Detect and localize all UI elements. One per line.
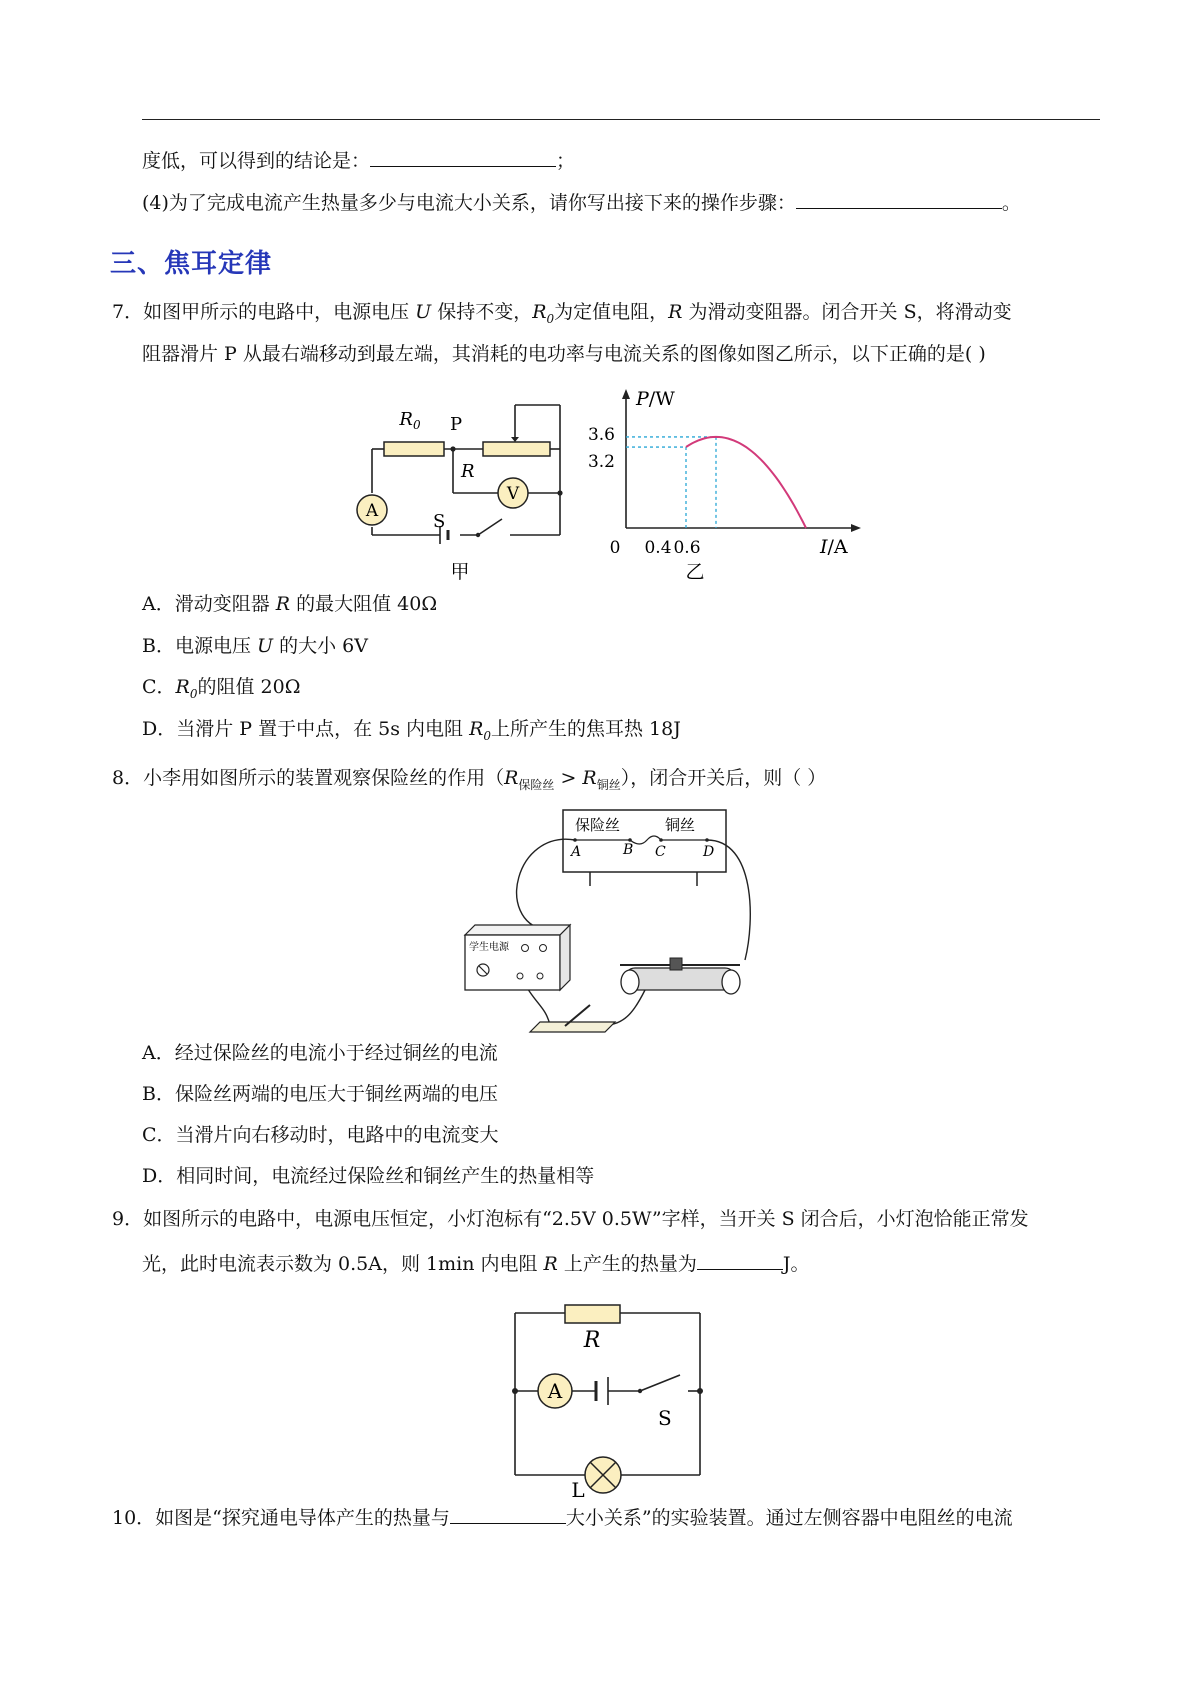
- switch-pivot: [638, 1389, 642, 1393]
- label-A: A: [547, 1379, 563, 1403]
- q6-step4-end: 。: [1001, 192, 1021, 214]
- point-D: D: [703, 844, 715, 860]
- q10-text: 大小关系”的实验装置。通过左侧容器中电阻丝的电流: [565, 1507, 1013, 1529]
- var-R0: R: [469, 718, 484, 740]
- fuse-label: 保险丝: [575, 816, 621, 834]
- var-U: U: [257, 635, 274, 657]
- var-R: R: [275, 593, 291, 615]
- junction-dot: [512, 1388, 518, 1394]
- rheostat-end: [621, 970, 639, 994]
- x-tick-0.6: 0.6: [673, 538, 701, 558]
- point-A: A: [571, 844, 582, 860]
- q8-line1: [112, 766, 826, 797]
- answer-blank: [796, 190, 1002, 209]
- y-axis-arrow: [622, 389, 630, 399]
- answer-blank: [370, 148, 556, 167]
- q9-line2: [142, 1251, 810, 1276]
- q10-line1: [112, 1505, 1013, 1530]
- var-R: R: [543, 1253, 558, 1275]
- var-R0-sub: 0: [483, 728, 492, 743]
- copper-label: 铜丝: [665, 816, 696, 834]
- terminal-c: [659, 838, 663, 842]
- q9-line1: 9．如图所示的电路中，电源电压恒定，小灯泡标有“2.5V 0.5W”字样，当开关 S 闭合后，小灯泡恰能正常发: [112, 1208, 1029, 1230]
- x-axis-arrow: [851, 524, 861, 532]
- option-text: 的阻值 20Ω: [197, 676, 301, 698]
- q7-option-c[interactable]: [142, 675, 300, 706]
- svg-text:R0: [398, 409, 421, 432]
- q7-text: 7．如图甲所示的电路中，电源电压: [112, 301, 416, 323]
- q8-option-d[interactable]: D．相同时间，电流经过保险丝和铜丝产生的热量相等: [142, 1165, 595, 1187]
- section-heading: 三、焦耳定律: [110, 249, 273, 279]
- var-R0: R: [532, 301, 547, 323]
- supply-terminal: [517, 973, 523, 979]
- q7-text: 为定值电阻，: [554, 301, 669, 323]
- origin-label: 0: [609, 538, 621, 558]
- point-B: B: [623, 842, 634, 858]
- q9-text: 光，此时电流表示数为 0.5A，则 1min 内电阻: [142, 1253, 544, 1275]
- option-text: 的大小 6V: [273, 635, 368, 657]
- q8-option-c[interactable]: C．当滑片向右移动时，电路中的电流变大: [142, 1124, 499, 1146]
- R-rheostat: [483, 442, 550, 456]
- option-text: A．滑动变阻器: [142, 593, 276, 615]
- var-R0-sub: 0: [546, 311, 555, 326]
- caption-yi: 乙: [685, 561, 705, 583]
- y-label-unit: /W: [648, 388, 675, 410]
- q10-text: 10．如图是“探究通电导体产生的热量与: [112, 1507, 450, 1529]
- q8-option-b[interactable]: B．保险丝两端的电压大于铜丝两端的电压: [142, 1083, 498, 1105]
- label-V: V: [506, 484, 520, 504]
- q7-text: 保持不变，: [431, 301, 533, 323]
- q6-step4-text: (4)为了完成电流产生热量多少与电流大小关系，请你写出接下来的操作步骤：: [142, 192, 796, 214]
- var-R: R: [668, 301, 683, 323]
- answer-blank: [450, 1505, 566, 1524]
- var-R-copper-sub: 铜丝: [596, 777, 621, 792]
- junction-dot: [557, 490, 562, 495]
- label-R0-sub: 0: [412, 418, 421, 432]
- resistor-R: [565, 1305, 620, 1323]
- header-rule: [142, 119, 1100, 120]
- supply-indicator: [522, 945, 529, 952]
- junction-dot: [697, 1388, 703, 1394]
- label-R: R: [461, 461, 475, 482]
- q6-text: 度低，可以得到的结论是：: [142, 150, 371, 172]
- y-tick-3.6: 3.6: [587, 425, 615, 445]
- q7-option-d[interactable]: [142, 717, 681, 748]
- q7-text: 为滑动变阻器。闭合开关 S，将滑动变: [682, 301, 1012, 323]
- label-S: S: [658, 1406, 672, 1430]
- var-R0: R: [175, 676, 190, 698]
- label-P: P: [450, 414, 463, 435]
- svg-text:I/A: [819, 536, 848, 558]
- svg-text:P/W: [635, 388, 675, 410]
- label-R0: R: [399, 409, 413, 430]
- var-U: U: [415, 301, 432, 323]
- rheostat-end: [722, 970, 740, 994]
- supply-top: [465, 925, 570, 935]
- y-label-P: P: [636, 388, 649, 410]
- q7-line2: 阻器滑片 P 从最右端移动到最左端，其消耗的电功率与电流关系的图像如图乙所示，以下正确的是( ): [142, 343, 986, 365]
- greater-than: >: [554, 767, 583, 789]
- junction-dot: [450, 446, 455, 451]
- option-text: 的最大阻值 40Ω: [290, 593, 438, 615]
- R0-resistor: [384, 442, 444, 456]
- slide-rheostat: [625, 968, 735, 990]
- option-text: C．: [142, 676, 176, 698]
- supply-indicator: [540, 945, 547, 952]
- option-text: 上所产生的焦耳热 18J: [491, 718, 681, 740]
- q9-text: J。: [782, 1253, 810, 1275]
- q8-option-a[interactable]: A．经过保险丝的电流小于经过铜丝的电流: [142, 1042, 498, 1064]
- circuit-q9-figure: [500, 1285, 720, 1502]
- var-R-fuse-sub: 保险丝: [518, 777, 555, 792]
- q7-line1: [112, 300, 1012, 331]
- label-S: S: [433, 511, 446, 532]
- option-text: B．电源电压: [142, 635, 258, 657]
- option-text: D．当滑片 P 置于中点，在 5s 内电阻: [142, 718, 470, 740]
- caption-jia: 甲: [450, 561, 470, 583]
- q8-text: 8．小李用如图所示的装置观察保险丝的作用（: [112, 767, 505, 789]
- fuse-apparatus-figure: [455, 800, 765, 1040]
- var-R-fuse: R: [504, 767, 519, 789]
- power-curve: [686, 437, 806, 528]
- wire-switch-to-rheostat: [605, 990, 645, 1025]
- q6-step4-line: [142, 190, 1021, 215]
- label-A: A: [365, 501, 379, 521]
- y-tick-3.2: 3.2: [587, 452, 615, 472]
- rheostat-slider: [670, 958, 682, 970]
- answer-blank: [697, 1251, 783, 1270]
- circuit-jia-figure: [340, 395, 570, 585]
- label-L: L: [571, 1478, 585, 1502]
- var-R0-sub: 0: [189, 686, 198, 701]
- x-tick-0.4: 0.4: [644, 538, 672, 558]
- q6-end: ；: [556, 150, 576, 172]
- x-label-I: I: [820, 536, 828, 558]
- guide-lines: [626, 437, 716, 528]
- supply-terminal: [537, 973, 543, 979]
- switch-pivot: [476, 533, 480, 537]
- point-C: C: [655, 844, 666, 860]
- q8-text: ），闭合开关后，则（ ）: [620, 767, 827, 789]
- q7-option-b[interactable]: [142, 634, 368, 658]
- supply-label: 学生电源: [469, 942, 509, 953]
- supply-side: [560, 925, 570, 990]
- knife-switch: [530, 1022, 615, 1032]
- q6-continuation-line: [142, 148, 575, 173]
- q9-text: 上产生的热量为: [557, 1253, 697, 1275]
- power-current-graph: [587, 385, 880, 585]
- label-R: R: [583, 1328, 601, 1353]
- var-R-copper: R: [582, 767, 597, 789]
- q7-option-a[interactable]: [142, 592, 437, 616]
- x-label-unit: /A: [827, 536, 848, 558]
